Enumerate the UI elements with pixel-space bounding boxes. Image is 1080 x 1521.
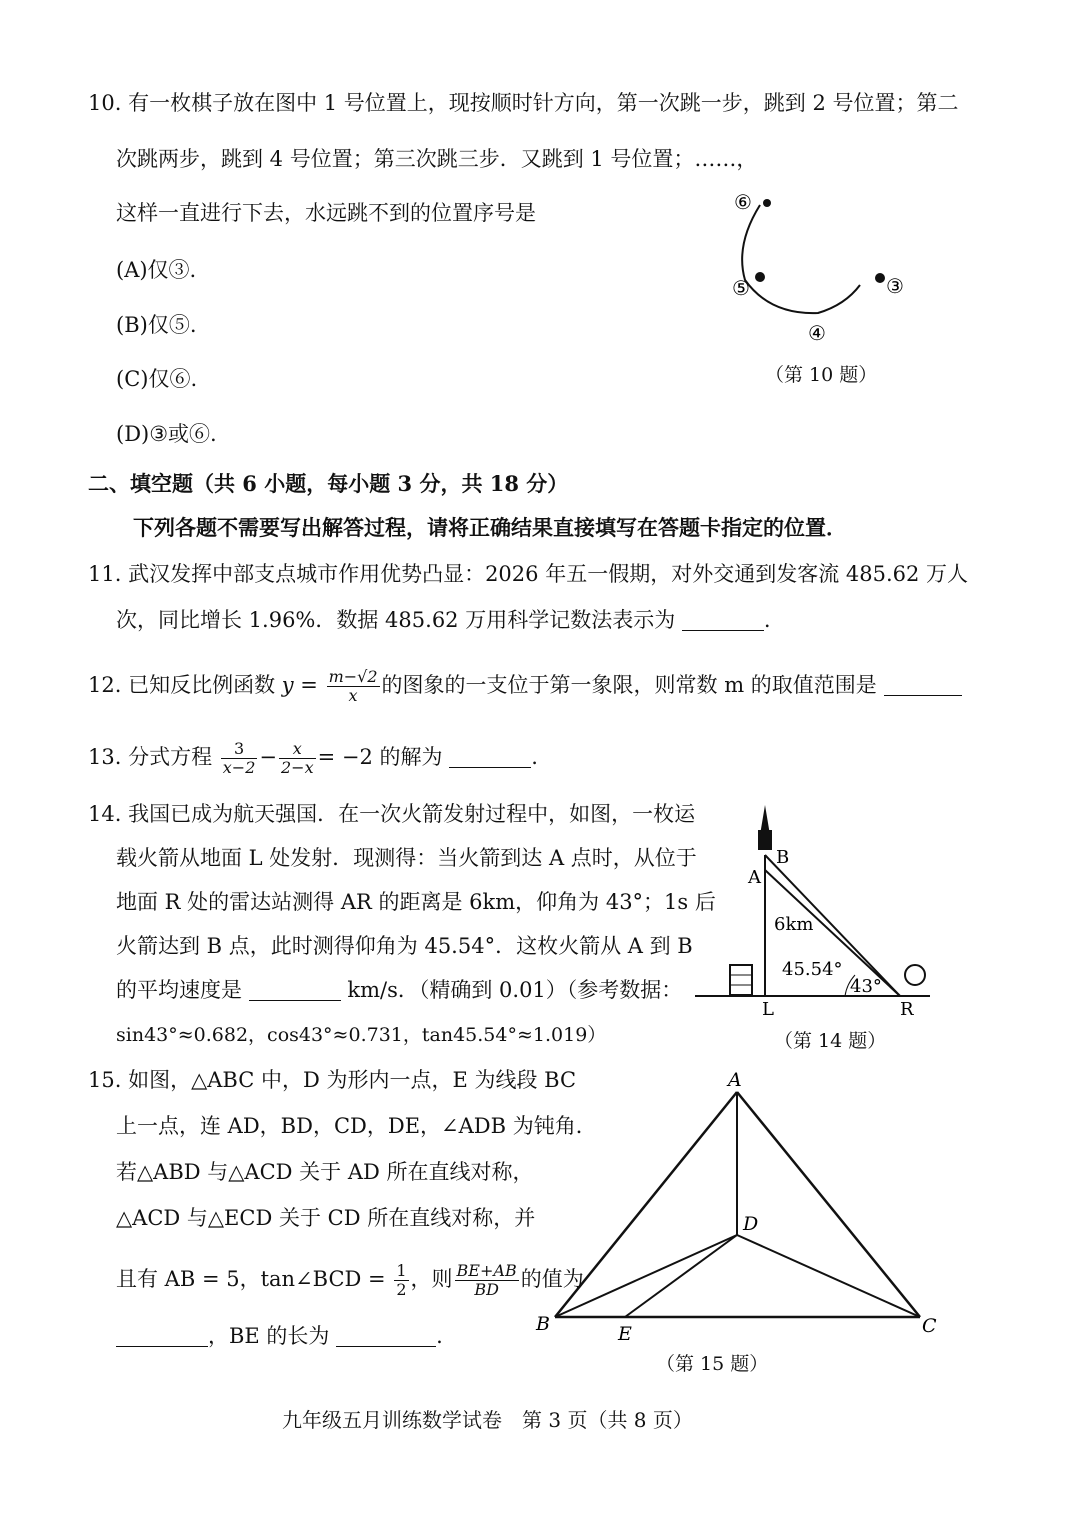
q12-den: x [348,686,358,705]
q13-fraction-1 [221,740,258,777]
q13-rhs: = −2 的解为 [317,745,443,769]
q14-label-angle1: 45.54° [782,959,843,980]
q14-line5 [116,976,682,1004]
q12-answer-blank[interactable] [884,675,962,696]
q15-answer-blank-1[interactable] [116,1326,208,1347]
q15-answer-blank-2[interactable] [336,1326,436,1347]
q15-fraction-1 [394,1262,408,1299]
q10-pos-6: ⑥ [734,190,752,214]
q15-end: . [436,1324,443,1348]
q15-line5-b: ，则 [410,1267,453,1291]
q14-figure [690,795,940,1025]
page-footer: 九年级五月训练数学试卷 第 3 页（共 8 页） [282,1408,693,1432]
q10-caption: （第 10 题） [765,364,878,386]
q14-line5-b: km/s．（精确到 0.01）（参考数据： [347,978,683,1002]
q15-line4: △ACD 与△ECD 关于 CD 所在直线对称，并 [116,1206,536,1230]
q15-f-num: 1 [396,1261,407,1280]
q10-line3: 这样一直进行下去，水远跳不到的位置序号是 [116,201,536,225]
q13-line [88,740,538,777]
q14-label-angle2: 43° [850,976,882,997]
q14-label-a: A [748,867,761,888]
q14-line1: 14. 我国已成为航天强国．在一次火箭发射过程中，如图，一枚运 [88,802,696,826]
q10-figure [720,185,930,355]
q10-pos-5: ⑤ [732,276,750,300]
q14-label-l: L [762,999,774,1020]
q13-answer-blank[interactable] [449,747,531,768]
q13-minus: − [259,745,277,769]
q15-fraction-2 [455,1262,519,1299]
q13-f2-num: x [279,740,316,759]
q11-line2 [116,606,771,634]
q12-fraction [327,668,380,705]
q14-line2: 载火箭从地面 L 处发射．现测得：当火箭到达 A 点时，从位于 [116,846,697,870]
q11-end: . [763,608,771,632]
q13-f1-num: 3 [221,740,258,759]
q13-fraction-2 [279,740,316,777]
q15-f-den: 2 [396,1280,407,1299]
q15-line6 [116,1322,443,1350]
q10-line1: 10. 有一枚棋子放在图中 1 号位置上，现按顺时针方向，第一次跳一步，跳到 2 号位置；第二 [88,91,959,115]
q15-g-num: BE+AB [456,1261,517,1280]
q14-label-r: R [900,999,914,1020]
q12-line [88,668,962,705]
q15-line6-text: ，BE 的长为 [208,1324,330,1348]
q10-option-c: (C)仅⑥. [116,367,198,391]
section2-instruction: 下列各题不需要写出解答过程，请将正确结果直接填写在答题卡指定的位置． [133,515,847,540]
q15-g-den: BD [474,1280,499,1299]
q10-option-a: (A)仅③. [116,258,197,282]
q15-line5 [116,1262,584,1299]
q15-label-b: B [536,1313,550,1335]
q14-caption: （第 14 题） [774,1030,887,1052]
q10-pos-3: ③ [886,274,904,298]
q12-prefix: 12. 已知反比例函数 [88,673,276,697]
q14-line4: 火箭达到 B 点，此时测得仰角为 45.54°．这枚火箭从 A 到 B [116,934,693,958]
q12-suffix: 的图象的一支位于第一象限，则常数 m 的取值范围是 [381,673,877,697]
section2-title: 二、填空题（共 6 小题，每小题 3 分，共 18 分） [88,471,569,496]
q11-line2-text: 次，同比增长 1.96%．数据 485.62 万用科学记数法表示为 [116,608,676,632]
q14-answer-blank[interactable] [249,980,341,1001]
q15-line1: 15. 如图，△ABC 中，D 为形内一点，E 为线段 BC [88,1068,577,1092]
q10-option-b: (B)仅⑤. [116,313,197,337]
q12-fn: y = [281,673,318,697]
q10-option-d: (D)③或⑥. [116,422,217,446]
q15-line5-c: 的值为 [520,1267,584,1291]
q10-pos-4: ④ [808,321,826,345]
q10-line2: 次跳两步，跳到 4 号位置；第三次跳三步．又跳到 1 号位置；……， [116,147,758,171]
q14-line6: sin43°≈0.682，cos43°≈0.731，tan45.54°≈1.019） [116,1024,607,1046]
q15-label-c: C [922,1315,937,1337]
q14-label-6km: 6km [774,914,814,935]
q12-num: m−√2 [328,667,378,686]
q15-figure [530,1060,950,1350]
q15-line3: 若△ABD 与△ACD 关于 AD 所在直线对称， [116,1160,534,1184]
q11-answer-blank[interactable] [682,610,764,631]
q15-line2: 上一点，连 AD，BD，CD，DE，∠ADB 为钝角． [116,1114,597,1138]
q15-label-e: E [618,1323,632,1345]
q11-line1: 11. 武汉发挥中部支点城市作用优势凸显：2026 年五一假期，对外交通到发客流 485.62 万人 [88,562,969,586]
q13-prefix: 13. 分式方程 [88,745,213,769]
q15-line5-a: 且有 AB = 5，tan∠BCD = [116,1267,386,1291]
q14-line5-a: 的平均速度是 [116,978,242,1002]
q14-label-b: B [776,847,790,868]
q15-label-d: D [743,1213,759,1235]
q14-line3: 地面 R 处的雷达站测得 AR 的距离是 6km，仰角为 43°；1s 后 [116,890,716,914]
q15-caption: （第 15 题） [656,1353,769,1375]
q13-f1-den: x−2 [222,758,256,777]
q15-label-a: A [728,1069,742,1091]
q13-end: . [531,745,538,769]
q13-f2-den: 2−x [280,758,314,777]
